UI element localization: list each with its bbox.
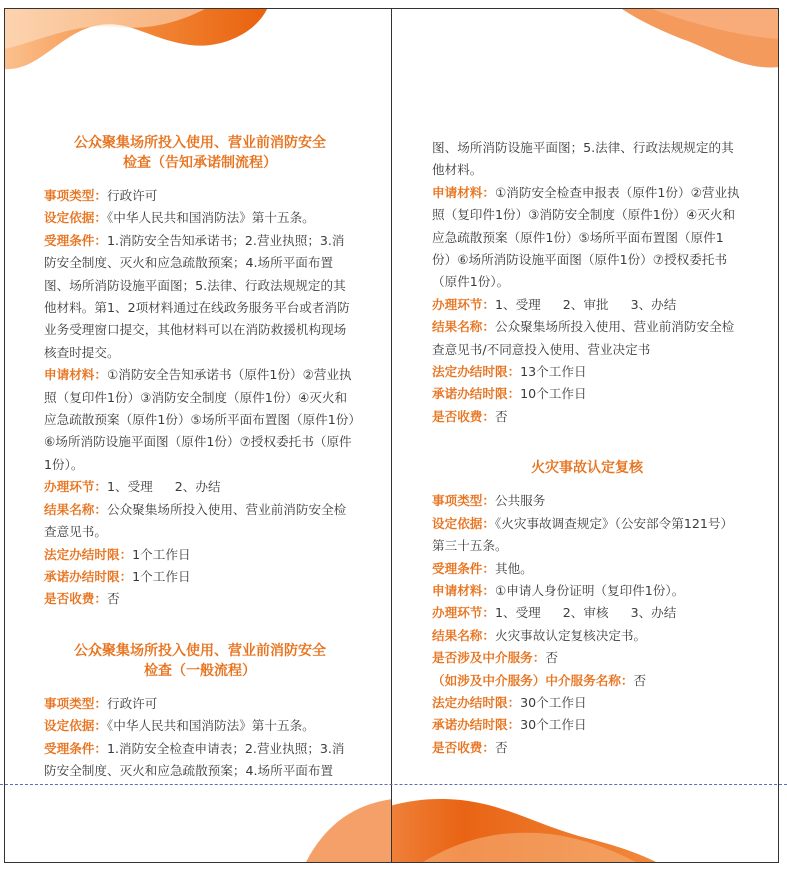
item-type-row: 事项类型：行政许可 <box>44 695 158 711</box>
item-type-row: 事项类型：公共服务 <box>432 493 546 509</box>
section-title-notification: 公众聚集场所投入使用、营业前消防安全 检查（告知承诺制流程） <box>74 135 326 171</box>
result-name-row: 结果名称：公众聚集场所投入使用、营业前消防安全检查意见书。 <box>44 501 347 540</box>
item-type-row: 事项类型：行政许可 <box>44 188 158 203</box>
section-title-general: 公众聚集场所投入使用、营业前消防安全 检查（一般流程） <box>74 642 326 679</box>
legal-deadline-row: 法定办结时限：1个工作日 <box>44 546 191 562</box>
result-name-row: 结果名称：公众聚集场所投入使用、营业前消防安全检查意见书/不同意投入使用、营业决定书 <box>432 319 735 357</box>
intermediary-service-name-row: （如涉及中介服务）中介服务名称：否 <box>432 672 647 688</box>
legal-deadline-row: 法定办结时限：13个工作日 <box>432 364 587 380</box>
intermediary-service-row: 是否涉及中介服务：否 <box>432 650 558 666</box>
top-left-wave-decoration <box>5 9 392 99</box>
legal-basis-row: 设定依据：《火灾事故调查规定》（公安部令第121号）第三十五条。 <box>432 515 734 554</box>
legal-basis-row: 设定依据：《中华人民共和国消防法》第十五条。 <box>44 210 315 226</box>
promised-deadline-row: 承诺办结时限：1个工作日 <box>44 568 191 584</box>
result-name-row: 结果名称：火灾事故认定复核决定书。 <box>432 627 647 643</box>
right-column <box>432 137 742 759</box>
process-steps-row: 办理环节：1、受理 2、办结 <box>44 479 221 495</box>
section3-rows <box>432 490 742 759</box>
process-steps-row: 办理环节：1、受理 2、审核 3、办结 <box>432 605 677 621</box>
section1-rows <box>44 185 356 611</box>
application-materials-row: 申请材料：①消防安全告知承诺书（原件1份）②营业执照（复印件1份）③消防安全制度（原件1份）④灭火和应急疏散预案（原件1份）⑤场所平面布置图（原件1份）⑥场所消防设施平面图（原件1份）⑦授权委托书（原件1份）。 <box>44 367 355 472</box>
bottom-left-wave-decoration <box>5 784 392 863</box>
fold-dashed-line <box>0 784 787 785</box>
promised-deadline-row: 承诺办结时限：10个工作日 <box>432 386 587 402</box>
acceptance-conditions-row: 受理条件：1.消防安全告知承诺书；2.营业执照；3.消防安全制度、灭火和应急疏散预案；4.场所平面布置图、场所消防设施平面图；5.法律、行政法规规定的其他材料。第1、2项材料通过在线政务服务平台或者消防业务受理窗口提交，其他材料可以在消防救援机构现场核查时提交。 <box>44 232 350 360</box>
acceptance-conditions-row: 受理条件：其他。 <box>432 560 533 576</box>
fee-row: 是否收费：否 <box>432 739 508 755</box>
application-materials-row: 申请材料：①消防安全检查申报表（原件1份）②营业执照（复印件1份）③消防安全制度（原件1份）④灭火和应急疏散预案（原件1份）⑤场所平面布置图（原件1份）⑥场所消防设施平面图（原件1份）⑦授权委托书（原件1份）。 <box>432 184 740 290</box>
promised-deadline-row: 承诺办结时限：30个工作日 <box>432 717 587 733</box>
continued-text: 图、场所消防设施平面图；5.法律、行政法规规定的其他材料。 <box>432 140 734 178</box>
legal-basis-row: 设定依据：《中华人民共和国消防法》第十五条。 <box>44 718 315 734</box>
application-materials-row: 申请材料：①申请人身份证明（复印件1份）。 <box>432 582 685 598</box>
legal-deadline-row: 法定办结时限：30个工作日 <box>432 694 587 710</box>
left-column <box>44 133 356 782</box>
section-title-fire-review: 火灾事故认定复核 <box>531 460 643 477</box>
acceptance-conditions-row: 受理条件：1.消防安全检查申请表；2.营业执照；3.消防安全制度、灭火和应急疏散预案；4.场所平面布置 <box>44 740 345 778</box>
process-steps-row: 办理环节：1、受理 2、审批 3、办结 <box>432 296 677 312</box>
fee-row: 是否收费：否 <box>432 408 508 424</box>
section2-rows <box>44 693 356 783</box>
fee-row: 是否收费：否 <box>44 591 120 607</box>
bottom-center-wave-decoration <box>391 784 779 863</box>
top-right-wave-decoration <box>392 9 779 89</box>
